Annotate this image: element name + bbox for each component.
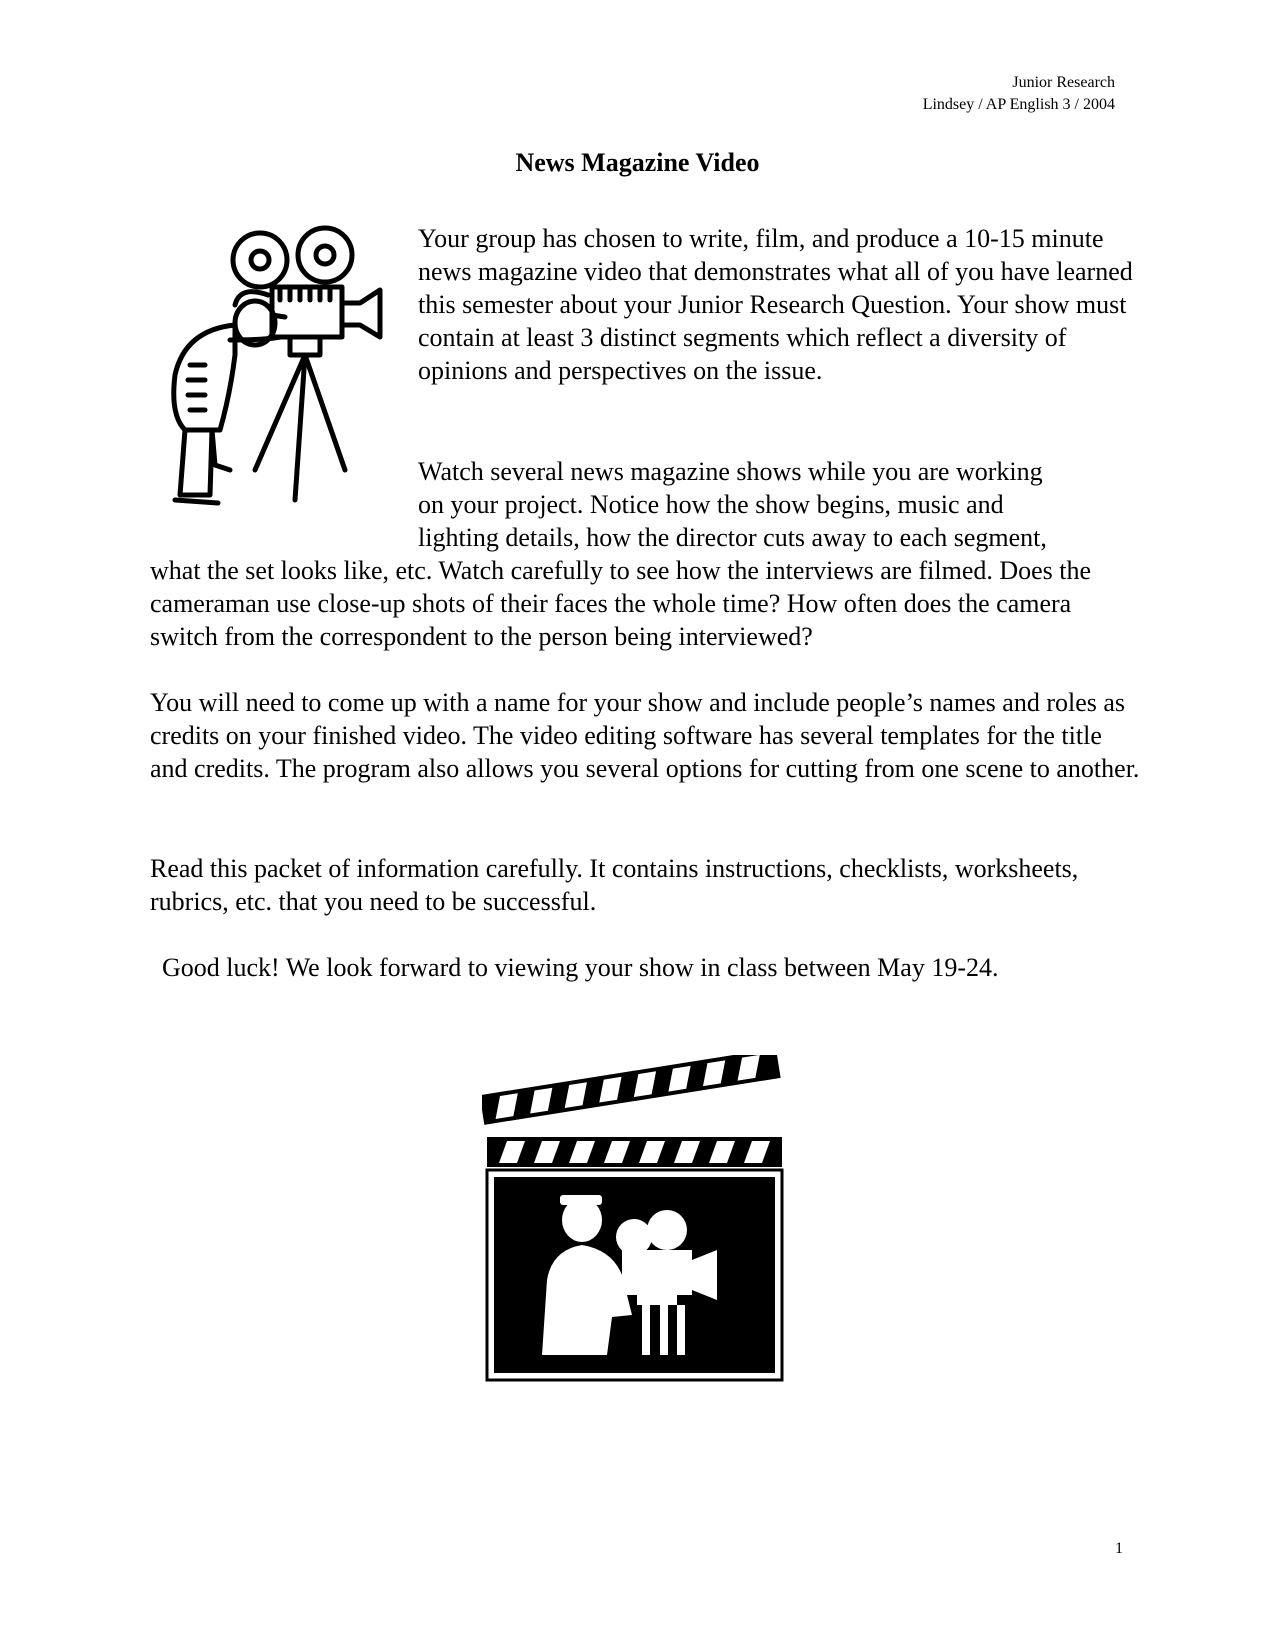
watch-shows-line-2: on your project. Notice how the show begins, music and bbox=[418, 490, 1004, 519]
cameraman-illustration bbox=[150, 225, 395, 530]
credits-paragraph: You will need to come up with a name for your show and include people’s names and roles as credits on your finished video. The video editing software has several templates for the title and credits. The program also allows you several options for cutting from one scene to another. bbox=[150, 688, 1140, 783]
page-number: 1 bbox=[1115, 1540, 1123, 1557]
watch-shows-paragraph-start bbox=[418, 455, 1138, 554]
watch-shows-paragraph-rest: what the set looks like, etc. Watch carefully to see how the interviews are filmed. Does the cameraman use close-up shots of their faces the whole time? How often does the camera switch from the correspondent to the person being interviewed? bbox=[150, 556, 1092, 651]
packet-paragraph: Read this packet of information carefully. It contains instructions, checklists, worksheets, rubrics, etc. that you need to be successful. bbox=[150, 854, 1079, 916]
clapboard-illustration bbox=[482, 1055, 802, 1385]
header-course-line: Junior Research bbox=[1012, 74, 1115, 91]
watch-shows-line-1: Watch several news magazine shows while you are working bbox=[418, 457, 1043, 486]
intro-paragraph: Your group has chosen to write, film, and produce a 10-15 minute news magazine video that demonstrates what all of you have learned this semester about your Junior Research Question. Your show must contain at least 3 distinct segments which reflect a diversity of opinions and perspectives on the issue. bbox=[418, 224, 1133, 385]
document-title: News Magazine Video bbox=[515, 148, 760, 177]
closing-paragraph: Good luck! We look forward to viewing your show in class between May 19-24. bbox=[162, 953, 999, 982]
header-author-line: Lindsey / AP English 3 / 2004 bbox=[922, 96, 1115, 113]
page-header bbox=[923, 72, 1115, 116]
watch-shows-line-3: lighting details, how the director cuts away to each segment, bbox=[418, 523, 1047, 552]
